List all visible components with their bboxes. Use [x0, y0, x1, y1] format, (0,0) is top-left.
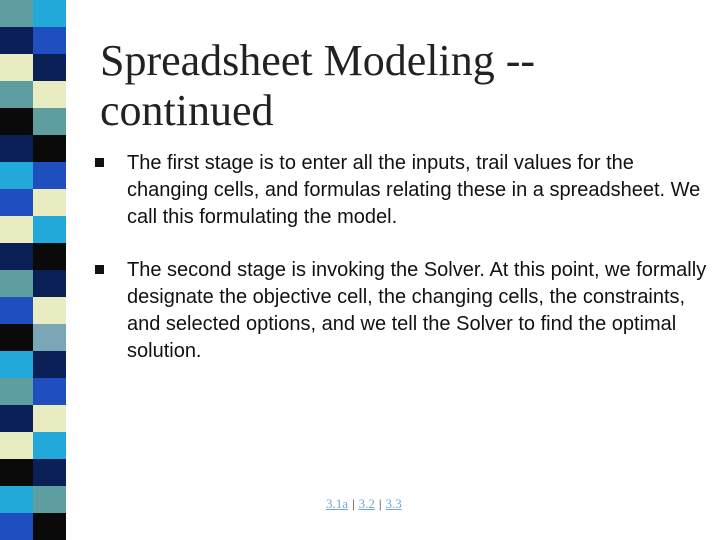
stripe-cell	[0, 513, 33, 540]
footer-separator: |	[378, 496, 382, 511]
stripe-cell	[0, 54, 33, 81]
stripe-cell	[0, 81, 33, 108]
footer-navigation	[326, 496, 402, 512]
bullet-square-icon	[95, 158, 104, 167]
stripe-cell	[33, 459, 66, 486]
footer-separator: |	[352, 496, 355, 511]
stripe-cell	[0, 324, 33, 351]
stripe-cell	[0, 243, 33, 270]
stripe-cell	[33, 243, 66, 270]
stripe-cell	[0, 378, 33, 405]
stripe-cell	[0, 297, 33, 324]
stripe-cell	[33, 216, 66, 243]
bullet-item-1	[95, 150, 707, 231]
stripe-cell	[0, 486, 33, 513]
stripe-cell	[33, 108, 66, 135]
stripe-cell	[33, 378, 66, 405]
stripe-cell	[33, 0, 66, 27]
stripe-cell	[33, 189, 66, 216]
stripe-cell	[33, 27, 66, 54]
bullet-text-1: The first stage is to enter all the inputs, trail values for the changing cells, and formulas relating these in a spreadsheet. We call this formulating the model.	[127, 152, 701, 228]
stripe-cell	[0, 432, 33, 459]
stripe-cell	[33, 432, 66, 459]
stripe-cell	[0, 108, 33, 135]
stripe-cell	[0, 135, 33, 162]
stripe-cell	[0, 459, 33, 486]
stripe-cell	[0, 351, 33, 378]
stripe-cell	[0, 405, 33, 432]
bullet-item-2	[95, 257, 707, 365]
stripe-cell	[33, 297, 66, 324]
stripe-cell	[0, 0, 33, 27]
stripe-cell	[33, 351, 66, 378]
stripe-cell	[33, 405, 66, 432]
bullet-square-icon	[95, 265, 104, 274]
stripe-cell	[0, 270, 33, 297]
stripe-cell	[0, 162, 33, 189]
footer-link-3-1a[interactable]: 3.1a	[326, 496, 349, 511]
decorative-side-stripe	[0, 0, 66, 540]
stripe-cell	[33, 54, 66, 81]
stripe-cell	[33, 324, 66, 351]
stripe-cell	[33, 81, 66, 108]
stripe-cell	[33, 135, 66, 162]
bullet-list	[95, 150, 707, 391]
stripe-cell	[0, 216, 33, 243]
stripe-cell	[0, 27, 33, 54]
stripe-cell	[33, 270, 66, 297]
stripe-cell	[33, 162, 66, 189]
footer-link-3-3[interactable]: 3.3	[385, 496, 402, 511]
stripe-cell	[0, 189, 33, 216]
slide-title: Spreadsheet Modeling -- continued	[100, 36, 535, 135]
footer-link-3-2[interactable]: 3.2	[358, 496, 375, 511]
bullet-text-2: The second stage is invoking the Solver. At this point, we formally designate the objective cell, the changing cells, the constraints, and selected options, and we tell the Solver to find the optimal solution.	[127, 259, 707, 362]
stripe-cell	[33, 486, 66, 513]
stripe-cell	[33, 513, 66, 540]
